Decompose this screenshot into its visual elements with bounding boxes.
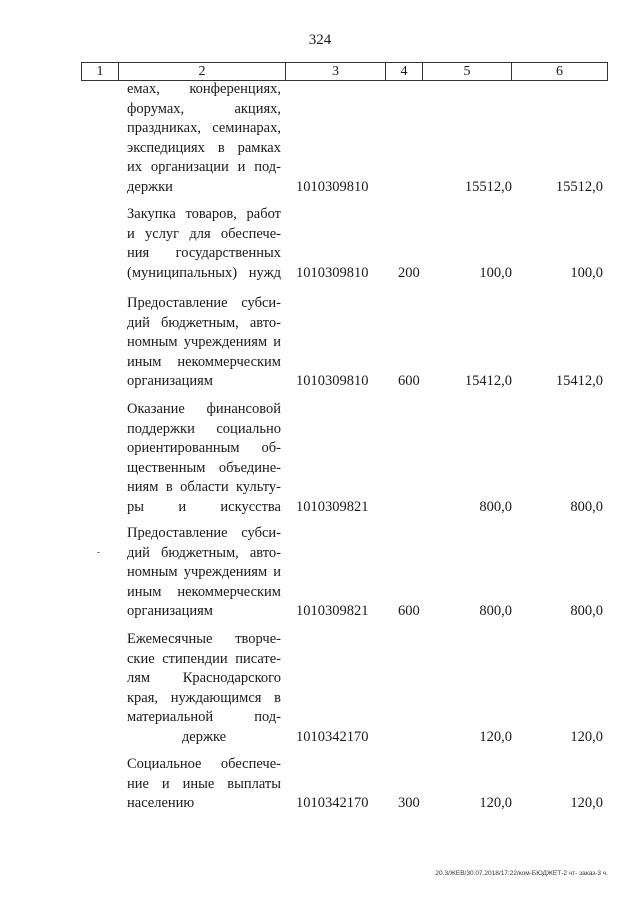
row-description — [127, 524, 281, 622]
description-line: дий бюджетным, авто- — [127, 544, 281, 561]
description-line: держке — [181, 728, 227, 745]
column-header-4: 4 — [386, 63, 423, 81]
row-description — [127, 630, 281, 748]
row-code: 1010309821 — [296, 499, 369, 515]
description-line: дий бюджетным, авто- — [127, 314, 281, 331]
row-value-col5: 800,0 — [479, 603, 512, 620]
page-number: 324 — [308, 32, 332, 48]
row-value-col6: 800,0 — [570, 603, 603, 620]
row-value-col6: 15512,0 — [555, 179, 603, 195]
row-description — [127, 294, 281, 392]
description-line: держки — [127, 178, 173, 195]
row-code: 1010342170 — [296, 795, 369, 812]
row-code: 1010309810 — [296, 264, 369, 281]
description-line: (муниципальных) нужд — [127, 264, 281, 281]
description-line: Закупка товаров, работ — [127, 206, 281, 222]
row-code: 1010342170 — [296, 729, 369, 745]
row-value-col6: 800,0 — [570, 499, 603, 515]
row-value-col6: 15412,0 — [555, 373, 603, 390]
description-line: щественным объедине- — [127, 459, 281, 476]
column-header-3: 3 — [286, 63, 386, 81]
description-line: их организации и под- — [127, 159, 281, 176]
description-line: организациям — [127, 373, 213, 390]
row-value-col6: 120,0 — [570, 795, 603, 812]
description-line: Оказание финансовой — [127, 401, 281, 417]
column-header-table — [81, 62, 608, 81]
footer-print-info: 20.3/ЖЕВ/30.07.2018/17:22/ком-БЮДЖЕТ-2 чт- заказ-3 ч. — [435, 870, 608, 877]
description-line: Социальное обеспече- — [127, 756, 281, 772]
description-line: номным учреждениям и — [127, 334, 281, 351]
row-description — [127, 80, 281, 198]
column-header-1: 1 — [82, 63, 119, 81]
description-line: и услуг для обеспече- — [127, 225, 281, 242]
margin-mark — [97, 552, 100, 553]
description-line: населению — [127, 795, 195, 812]
row-description — [127, 205, 281, 283]
row-expense-type: 600 — [398, 373, 420, 390]
row-expense-type: 300 — [398, 795, 420, 812]
description-line: Предоставление субси- — [127, 295, 281, 311]
row-value-col5: 100,0 — [479, 264, 512, 281]
row-code: 1010309810 — [296, 373, 369, 390]
description-line: ры и искусства — [127, 498, 281, 515]
description-line: ниям в области культу- — [127, 479, 281, 496]
row-description — [127, 400, 281, 518]
description-line: емах, конференциях, — [127, 81, 281, 97]
description-line: организациям — [127, 603, 213, 620]
row-value-col5: 800,0 — [479, 499, 512, 515]
description-line: Ежемесячные творче- — [127, 631, 281, 647]
description-line: ние и иные выплаты — [127, 775, 281, 792]
description-line: материальной под- — [127, 709, 281, 726]
row-value-col5: 15512,0 — [464, 179, 512, 195]
row-code: 1010309821 — [296, 603, 369, 620]
description-line: поддержки социально — [127, 420, 281, 437]
column-header-5: 5 — [423, 63, 512, 81]
description-line: края, нуждающимся в — [127, 689, 281, 706]
row-value-col6: 120,0 — [570, 729, 603, 745]
row-code: 1010309810 — [296, 179, 369, 195]
row-value-col6: 100,0 — [570, 264, 603, 281]
description-line: номным учреждениям и — [127, 564, 281, 581]
description-line: иным некоммерческим — [127, 583, 281, 600]
description-line: экспедициях в рамках — [127, 139, 281, 156]
row-expense-type: 200 — [398, 264, 420, 281]
description-line: Предоставление субси- — [127, 525, 281, 541]
row-description — [127, 755, 281, 814]
description-line: форумах, акциях, — [127, 100, 281, 117]
row-value-col5: 120,0 — [479, 795, 512, 812]
description-line: лям Краснодарского — [127, 670, 281, 687]
row-value-col5: 120,0 — [479, 729, 512, 745]
description-line: ориентированным об- — [127, 440, 281, 457]
description-line: ские стипендии писате- — [127, 650, 281, 667]
column-header-6: 6 — [512, 63, 608, 81]
row-value-col5: 15412,0 — [464, 373, 512, 390]
description-line: ния государственных — [127, 245, 281, 262]
column-header-row — [82, 63, 608, 81]
description-line: праздниках, семинарах, — [127, 120, 281, 137]
column-header-2: 2 — [119, 63, 286, 81]
row-expense-type: 600 — [398, 603, 420, 620]
description-line: иным некоммерческим — [127, 353, 281, 370]
